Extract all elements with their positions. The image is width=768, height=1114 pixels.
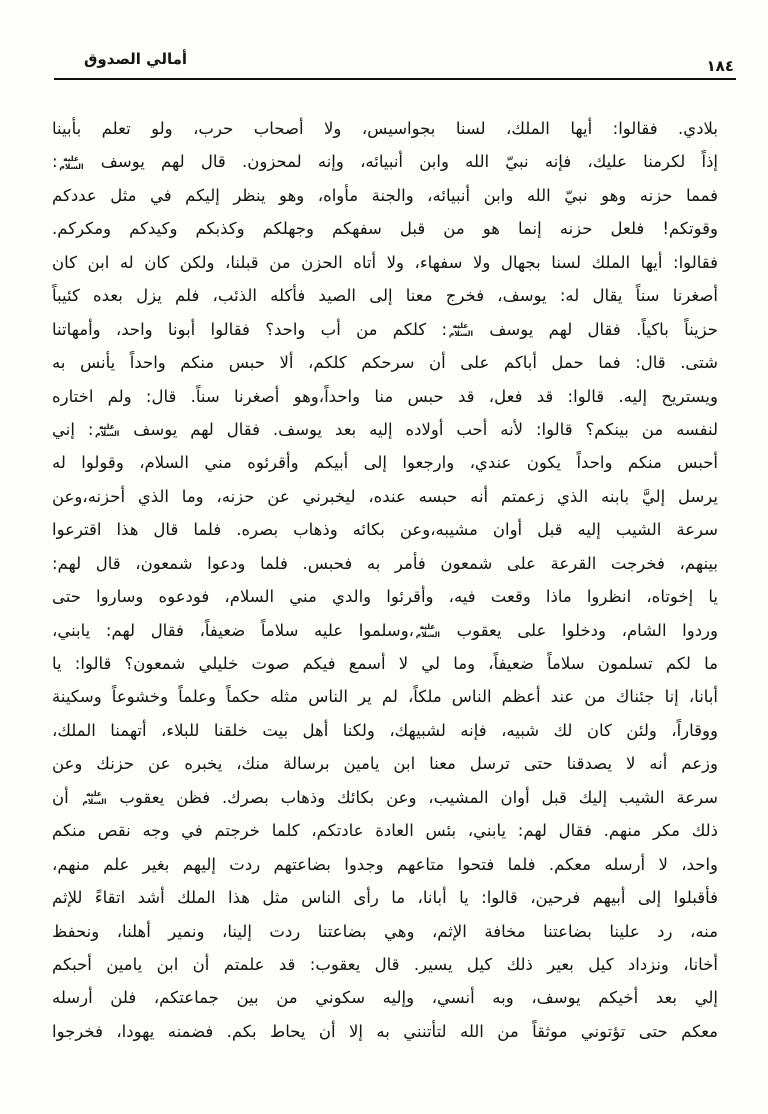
text-line: يا إخوتاه، انظروا ماذا وقعت فيه، وأقرئوا والدي مني السلام، فودعوه وساروا حتى bbox=[52, 587, 718, 607]
text-line: منه، رد علينا بضاعتنا مخافة الإثم، وهي بضاعتنا ردت إلينا، ونمير أهلنا، ونحفظ bbox=[52, 921, 718, 941]
text-line: يرسل إليَّ بابنه الذي زعمتم أنه حبسه عنده، ليخبرني عن حزنه، وما الذي أحزنه،وعن bbox=[52, 486, 718, 506]
alayhis-salam-honorific-icon: عليه السلام bbox=[415, 622, 441, 640]
text-line: سرعة الشيب إليه قبل أوان مشيبه،وعن بكائه وذهاب بصره. فلما قال هذا اقترعوا bbox=[52, 520, 718, 540]
text-line: بلادي. فقالوا: أيها الملك، لسنا بجواسيس، ولا أصحاب حرب، ولو تعلم بأبينا bbox=[52, 119, 718, 138]
alayhis-salam-honorific-icon: عليه السلام bbox=[82, 789, 107, 807]
text-line: وقوتكم! فلعل حزنه إنما هو من قبل سفهكم وجهلكم وكذبكم وكيدكم ومكركم. bbox=[52, 219, 718, 239]
text-line: وردوا الشام، ودخلوا على يعقوب عليه السلام،وسلموا عليه سلاماً ضعيفاً، فقال لهم: يابني، bbox=[52, 620, 718, 640]
alayhis-salam-honorific-icon: عليه السلام bbox=[95, 421, 120, 439]
text-line: فمما حزنه وهو نبيّ الله وابن أنبيائه، والجنة مأواه، وهو ينظر إليكم في مثل عددكم bbox=[52, 185, 718, 205]
text-line: ذلك مكر منهم. فقال لهم: يابني، بئس العادة عادتكم، كلما خرجتم في وجه نقص منكم bbox=[52, 821, 718, 841]
text-line: سرعة الشيب إليك قبل أوان المشيب، وعن بكائك وذهاب بصرك. فظن يعقوب عليه السلام أن bbox=[52, 787, 718, 807]
text-line: بينهم، فخرجت القرعة على شمعون فأمر به فحبس. فلما ودعوا شمعون، قال لهم: bbox=[52, 553, 718, 573]
header-rule-divider bbox=[54, 78, 736, 80]
text-line: حزيناً باكياً. فقال لهم يوسف عليه السلام: كلكم من أب واحد؟ فقالوا أبونا واحد، وأمهاتنا bbox=[52, 319, 718, 339]
text-line: ويستريح إليه. قالوا: قد فعل، قد حبس منا واحداً،وهو أصغرنا سناً. قال: ولم اختاره bbox=[52, 386, 718, 406]
text-line: وزعم أنه لا يصدقنا حتى ترسل معنا ابن يامين برسالة منك، يخبره عن حزنك وعن bbox=[52, 754, 718, 774]
book-title: أمالي الصدوق bbox=[84, 50, 188, 68]
body-text-block bbox=[52, 112, 718, 1048]
alayhis-salam-honorific-icon: عليه السلام bbox=[448, 321, 474, 339]
text-line: إذاً لكرمنا عليك، فإنه نبيّ الله وابن أنبيائه، وإنه لمحزون. قال لهم يوسف عليه السلام: bbox=[52, 152, 718, 172]
text-line: شتى. قال: فما حمل أباكم على أن سرحكم كلكم، ألا حبس منكم واحداً يأنس به bbox=[52, 353, 718, 373]
text-line: معكم حتى تؤتوني موثقاً من الله لتأتنني به إلا أن يحاط بكم. فضمنه يهودا، فخرجوا bbox=[52, 1021, 718, 1041]
page-number: ١٨٤ bbox=[706, 57, 734, 75]
text-line: أبانا، إنا جئناك من عند أعظم الناس ملكاً، لم ير الناس مثله حكماً وعلماً وخشوعاً وسكينة bbox=[52, 687, 718, 707]
text-line: فقالوا: أيها الملك لسنا بجهال ولا سفهاء، ولا أتاه الحزن من قبلنا، ولكن كان له ابن كان bbox=[52, 252, 718, 272]
text-line: أخانا، ونزداد كيل بعير ذلك كيل يسير. قال يعقوب: قد علمتم أن ابن يامين أحبكم bbox=[52, 954, 718, 974]
text-line: فأقبلوا إلى أبيهم فرحين، قالوا: يا أبانا، ما رأى الناس مثل هذا الملك أشد اتقاءً للإثم bbox=[52, 888, 718, 908]
text-line: أصغرنا سناً يقال له: يوسف، فخرج معنا إلى الصيد فأكله الذئب، فلم يزل بعده كئيباً bbox=[52, 286, 718, 306]
text-line: ما لكم تسلمون سلاماً ضعيفاً، وما لي لا أسمع فيكم صوت خليلي شمعون؟ قالوا: يا bbox=[52, 654, 718, 673]
text-line: ووقاراً، ولئن كان لك شبيه، فإنه لشبيهك، ولكنا أهل بيت خلقنا للبلاء، أتهمنا الملك، bbox=[52, 720, 718, 740]
text-line: إلي بعد أخيكم يوسف، وبه أنسي، وإليه سكوني من بين جماعتكم، فلن أرسله bbox=[52, 988, 718, 1008]
text-line: واحد، لا أرسله معكم. فلما فتحوا متاعهم وجدوا بضاعتهم ردت إليهم بغير علم منهم، bbox=[52, 854, 718, 874]
alayhis-salam-honorific-icon: عليه السلام bbox=[59, 154, 84, 171]
text-line: أحبس منكم واحداً يكون عندي، وارجعوا إلى أبيكم وأقرئوه مني السلام، وقولوا له bbox=[52, 453, 718, 473]
text-line: لنفسه من بينكم؟ قالوا: لأنه أحب أولاده إليه بعد يوسف. فقال لهم يوسف عليه السلام: إني bbox=[52, 419, 718, 439]
